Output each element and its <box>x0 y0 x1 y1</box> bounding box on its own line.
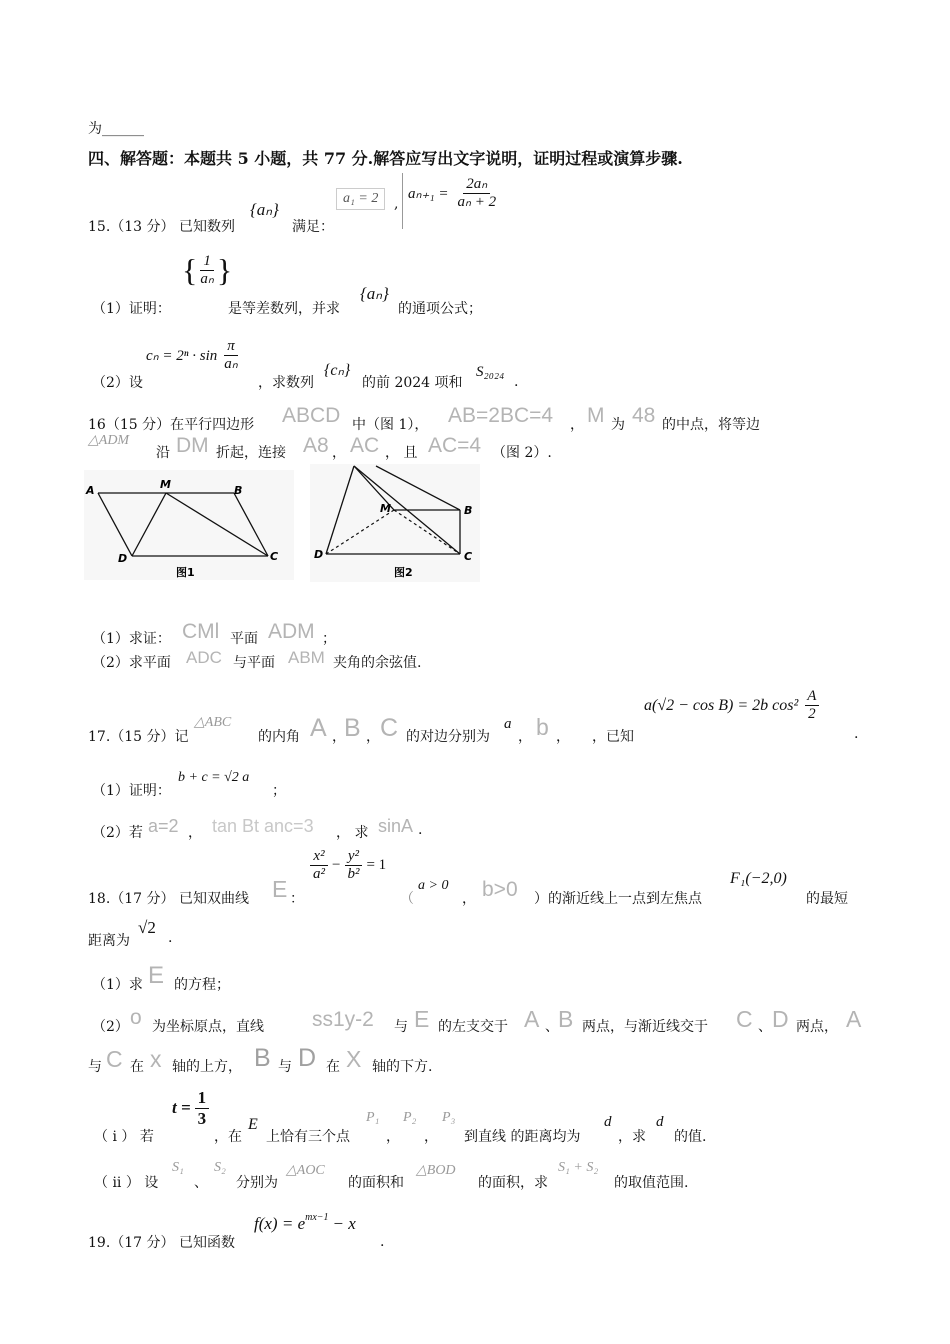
q16-midpoint: 的中点，将等边 <box>662 417 760 433</box>
q16-ab2bc: AB=2BC=4 <box>448 404 554 427</box>
figure-2-pyramid <box>310 464 480 582</box>
q15-divider <box>402 173 403 229</box>
q18-pi-label: （ i ） 若 <box>94 1129 154 1145</box>
q17-p1-eq: b + c = √2 a <box>178 770 250 785</box>
q17-sep2: ， <box>366 729 380 745</box>
q18-p2-C: C <box>736 1006 753 1032</box>
q15-p2-label: （2）设 <box>92 375 143 391</box>
q16-p2-label: （2）求平面 <box>92 655 171 671</box>
q18-pi-e: E <box>248 1116 258 1133</box>
q15-p2-frac <box>221 338 240 374</box>
q18-p2-D: D <box>772 1006 789 1032</box>
q18-pii-s2: S₂ <box>214 1160 226 1175</box>
q17-side-a: a <box>504 716 512 732</box>
q17-p2-a2: a=2 <box>148 816 179 836</box>
q16-dm: DM <box>176 434 209 457</box>
q19-tail: − x <box>332 1214 356 1233</box>
q15-p2-expr-left: cₙ = 2ⁿ · sin <box>146 348 218 365</box>
q15-p1-seq: {aₙ} <box>360 284 389 303</box>
q16-abcd: ABCD <box>282 404 341 427</box>
q15-cond2-num: 2aₙ <box>463 176 490 194</box>
q18-x-frac <box>310 848 328 884</box>
q18-pi-end: 的值. <box>674 1129 707 1145</box>
q16-a8: A8 <box>303 434 329 457</box>
q18-paren: （ <box>400 891 414 907</box>
q18-rest2: 的最短 <box>806 891 848 907</box>
q18-pii-text1: 分别为 <box>236 1175 278 1191</box>
q15-p2-text1: ，求数列 <box>258 375 314 391</box>
q18-p2-C2: C <box>106 1046 123 1072</box>
q15-p2-text2: 的前 2024 项和 <box>362 375 463 391</box>
q15-cond2-frac <box>454 176 499 212</box>
fig1-caption: 图1 <box>176 566 195 579</box>
q17-angle-C: C <box>380 714 399 742</box>
q18-rest1: ）的渐近线上一点到左焦点 <box>534 891 702 907</box>
q18-colon: ： <box>290 891 304 907</box>
q16-p2-with: 与平面 <box>233 655 275 671</box>
q18-pi-text3: 到直线 的距离均为 <box>464 1129 581 1145</box>
q16-fig2ref: （图 2）. <box>492 445 552 461</box>
q15-cond2-left: aₙ₊₁ = <box>408 186 449 203</box>
q18-pi-p2: P₂ <box>403 1110 417 1125</box>
q18-pi-text2: 上恰有三个点 <box>266 1129 350 1145</box>
q17-p1-end: ； <box>272 783 286 799</box>
q18-pii-s1: S₁ <box>172 1160 184 1175</box>
fig2-caption: 图2 <box>394 566 413 579</box>
q16-p2-end: 夹角的余弦值. <box>333 655 422 671</box>
q18-b2: b² <box>347 866 360 883</box>
q18-p2-origin: 为坐标原点，直线 <box>152 1019 264 1035</box>
q18-pi-frac <box>195 1088 210 1128</box>
q18-p2-two2: 两点， <box>796 1019 838 1035</box>
q17-angles: 的内角 <box>258 729 300 745</box>
q16-m: M <box>587 404 605 427</box>
q16-intro: 16（15 分）在平行四边形 <box>88 417 255 433</box>
q16-yan: 沿 <box>156 445 170 461</box>
q18-p2-dun1: 、 <box>545 1019 559 1035</box>
q16-ac: AC <box>350 434 380 457</box>
q18-pi-p3: P₃ <box>442 1110 456 1125</box>
q18-p2-o: o <box>130 1006 142 1029</box>
q18-dot: . <box>168 930 173 946</box>
q17-sides: 的对边分别为 <box>406 729 490 745</box>
q18-p2-zai1: 在 <box>130 1059 144 1075</box>
q18-a2: a² <box>313 866 325 883</box>
q18-pi-p1: P₁ <box>366 1110 380 1125</box>
q16-ab: 48 <box>632 404 656 427</box>
q17-angle-B: B <box>344 714 361 742</box>
q15-p1-num: 1 <box>200 253 214 271</box>
q19-exp: mx−1 <box>305 1212 329 1223</box>
q18-pii-text2: 的面积和 <box>348 1175 404 1191</box>
q16-p1-cm: CMl <box>182 620 220 643</box>
q18-p2-label: （2） <box>92 1019 129 1035</box>
q18-minus: − <box>332 857 341 874</box>
q18-p2-two1: 两点，与渐近线交于 <box>582 1019 708 1035</box>
q18-p1-label: （1）求 <box>92 977 143 993</box>
q18-pi-num: 1 <box>195 1088 210 1109</box>
q16-p1-end: ； <box>322 631 336 647</box>
q17-sep4: ， <box>556 729 570 745</box>
q15-p1-text1: 是等差数列，并求 <box>228 301 340 317</box>
q15-p2-sum: S₂₀₂₄ <box>476 364 505 380</box>
q16-p1-label: （1）求证： <box>92 631 171 647</box>
q16-mid: 中（图 1）， <box>352 417 429 433</box>
q18-pi-den: 3 <box>197 1108 207 1128</box>
q18-p2-e: E <box>414 1006 430 1032</box>
q18-p2-dun2: 、 <box>758 1019 772 1035</box>
q18-pi-t-left: t = <box>172 1098 191 1118</box>
q17-p2-tan: tan Bt anc=3 <box>212 816 314 836</box>
q16-fold: 折起，连接 <box>216 445 286 461</box>
q18-p2-line: ss1y-2 <box>312 1008 374 1031</box>
q18-e: E <box>272 876 288 902</box>
q16-p1-adm: ADM <box>268 620 315 643</box>
q18-pii-sum: S₁ + S₂ <box>558 1160 599 1175</box>
q18-p2-below: 轴的下方. <box>372 1059 433 1075</box>
q18-p2-left: 的左支交于 <box>438 1019 508 1035</box>
q18-eq1: = 1 <box>366 857 387 874</box>
q18-pi-d2: d <box>656 1114 664 1130</box>
q17-p2-sep: ， <box>188 825 202 841</box>
q18-pii-aoc: △AOC <box>286 1163 325 1178</box>
fig1-label-A: A <box>86 484 95 497</box>
fig2-label-M: M <box>380 502 391 515</box>
q17-p2-label: （2）若 <box>92 825 143 841</box>
q16-p2-abm: ABM <box>288 648 325 667</box>
q15-cond1: a₁ = 2 <box>336 188 385 210</box>
q17-eq-frac <box>804 688 819 724</box>
q18-intro: 18.（17 分） 已知双曲线 <box>88 891 249 907</box>
q17-dot: . <box>854 726 859 742</box>
q15-satisfy: 满足： <box>292 219 334 235</box>
q19-intro: 19.（17 分） 已知函数 <box>88 1235 235 1251</box>
q17-p1-label: （1）证明： <box>92 783 171 799</box>
q15-p2-den: aₙ <box>224 356 238 373</box>
fig2-label-C: C <box>464 550 473 563</box>
q16-tri: △ADM <box>88 433 130 448</box>
fill-blank-line: 为______ <box>88 121 144 137</box>
q16-ac4: AC=4 <box>428 434 482 457</box>
q18-y-frac <box>344 848 362 884</box>
q17-angle-A: A <box>310 714 327 742</box>
q15-comma: , <box>394 196 399 212</box>
q18-p2-yu: 与 <box>88 1059 102 1075</box>
q15-p2-end: . <box>514 374 519 390</box>
q18-sqrt2: √2 <box>138 918 156 937</box>
fig1-label-D: D <box>118 552 128 565</box>
section-header: 四、解答题：本题共 5 小题，共 77 分.解答应写出文字说明，证明过程或演算步骤. <box>88 149 683 168</box>
q18-p2-D2: D <box>298 1044 317 1072</box>
q15-cond2 <box>408 176 499 212</box>
fig1-label-C: C <box>270 550 279 563</box>
q18-p1-e: E <box>148 962 165 989</box>
q16-wei: 为 <box>611 417 625 433</box>
q17-eq-num: A <box>807 688 817 704</box>
q18-pi-sep2: ， <box>424 1129 438 1145</box>
q18-pi-sep1: ， <box>386 1129 400 1145</box>
q17-side-b: b <box>536 714 549 740</box>
q18-pii-label: （ ii ） 设 <box>94 1175 159 1191</box>
q18-p2-A: A <box>524 1006 540 1032</box>
q18-pii-text3: 的面积，求 <box>478 1175 548 1191</box>
q19-function <box>254 1214 356 1234</box>
q15-p1-label: （1）证明： <box>92 301 171 317</box>
q17-p2-sina: sinA <box>378 816 414 836</box>
q16-comma: ， <box>570 417 584 433</box>
q15-p1-den: aₙ <box>200 271 214 287</box>
q18-p2-yu2: 与 <box>278 1059 292 1075</box>
q18-p2-B: B <box>558 1006 574 1032</box>
q18-p2-B2: B <box>254 1044 271 1072</box>
q18-pi-text4: ，求 <box>618 1129 646 1145</box>
q17-sep1: ， <box>332 729 346 745</box>
q18-hyperbola-eq <box>310 848 386 884</box>
q15-seq: {aₙ} <box>250 200 279 219</box>
fig2-label-D: D <box>314 548 324 561</box>
q18-a-gt: a > 0 <box>418 878 449 893</box>
q17-p2-ask: ， 求 <box>336 825 369 841</box>
q15-intro: 15.（13 分） 已知数列 <box>88 219 235 235</box>
q18-comma: ， <box>462 891 476 907</box>
q17-p2-end: . <box>418 822 423 838</box>
q18-pii-end: 的取值范围. <box>614 1175 689 1191</box>
q15-p1-text2: 的通项公式； <box>398 301 482 317</box>
q17-intro: 17.（15 分）记 <box>88 729 189 745</box>
q18-line2: 距离为 <box>88 933 130 949</box>
q18-p2-with: 与 <box>394 1019 408 1035</box>
q15-cond2-den: aₙ + 2 <box>457 194 497 211</box>
q18-pi-t <box>172 1088 209 1128</box>
q19-func: f(x) = e <box>254 1214 306 1233</box>
q18-b-gt: b>0 <box>482 878 518 901</box>
fig1-label-M: M <box>160 478 171 491</box>
q18-pii-dun: 、 <box>194 1175 208 1191</box>
fig1-label-B: B <box>234 484 243 497</box>
q15-p1-frac <box>197 253 216 289</box>
q16-qie: ， 且 <box>385 445 418 461</box>
q16-sep: ， <box>332 445 346 461</box>
q16-p1-plane: 平面 <box>230 631 258 647</box>
q18-f1: F₁(−2,0) <box>730 870 787 887</box>
q19-dot: . <box>380 1234 385 1250</box>
fig2-label-B: B <box>464 504 473 517</box>
q18-pii-bod: △BOD <box>416 1163 456 1178</box>
q18-p1-end: 的方程； <box>174 977 230 993</box>
q17-equation <box>644 688 819 724</box>
q17-tri: △ABC <box>194 715 232 730</box>
q17-known: ，已知 <box>592 729 634 745</box>
q16-p2-adc: ADC <box>186 648 222 667</box>
q15-p1-recip: { $\frac{1}{\text{aₙ}}$ } <box>182 252 233 288</box>
q18-p2-X: X <box>346 1046 362 1072</box>
q18-pi-d: d <box>604 1114 612 1130</box>
q15-p2-expr <box>146 338 241 374</box>
q17-eq-left: a(√2 − cos B) = 2b cos² <box>644 696 799 714</box>
q18-p2-x: x <box>150 1046 162 1072</box>
q18-p2-above: 轴的上方， <box>172 1059 242 1075</box>
q18-pi-text1: ，在 <box>214 1129 242 1145</box>
q17-sep3: ， <box>518 729 532 745</box>
q18-p2-zai2: 在 <box>326 1059 340 1075</box>
q18-p2-A2: A <box>846 1006 862 1032</box>
q15-p2-seq: {cₙ} <box>324 362 351 379</box>
q15-p2-num: π <box>224 338 238 356</box>
q18-x2: x² <box>310 848 327 866</box>
figure-1-parallelogram <box>84 470 294 580</box>
q18-y2: y² <box>345 848 362 866</box>
q17-eq-den: 2 <box>805 705 819 723</box>
